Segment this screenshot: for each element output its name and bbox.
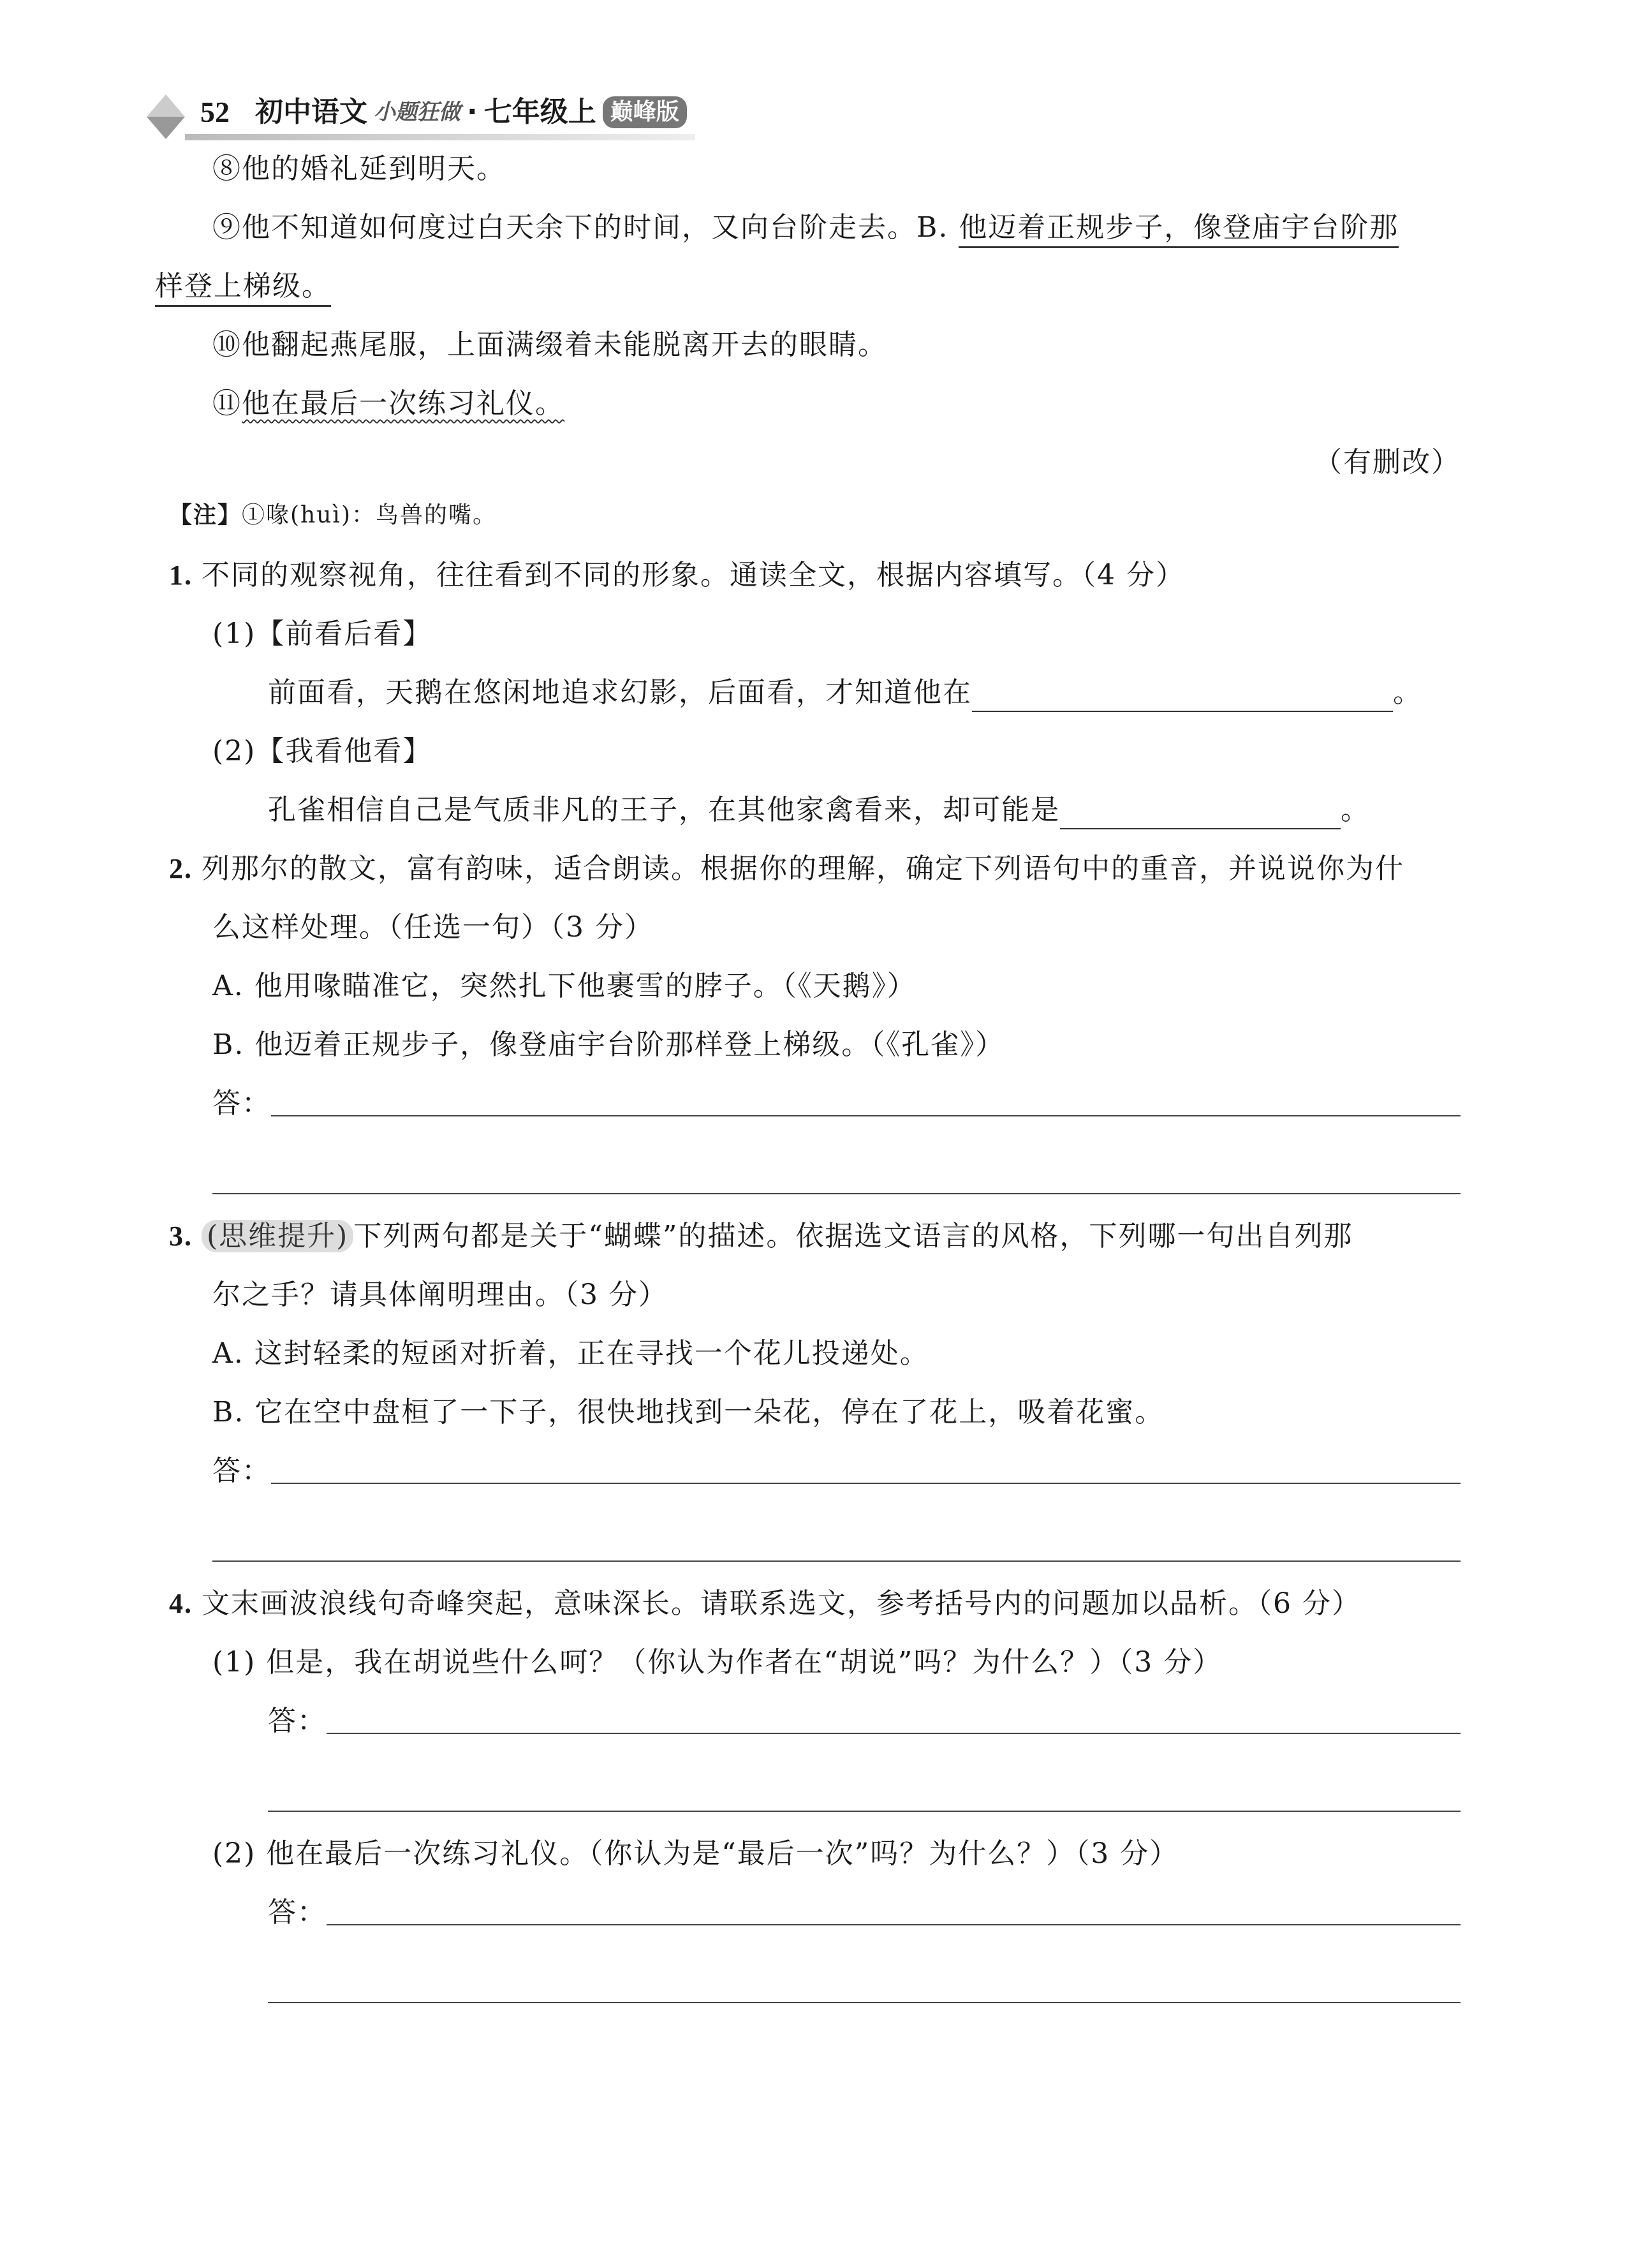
page-header <box>147 94 784 143</box>
q1-s1-label: (1)【前看后看】 <box>212 618 432 650</box>
q3-tag: (思维提升) <box>202 1220 353 1252</box>
q3-answer-line[interactable] <box>271 1483 1461 1484</box>
passage-p10: ⑩他翻起燕尾服，上面满缀着未能脱离开去的眼睛。 <box>212 329 887 361</box>
q1-s2-label: (2)【我看他看】 <box>212 735 432 767</box>
note-label: 【注】 <box>169 501 242 528</box>
header-bar <box>185 134 695 140</box>
header-triangle-icon <box>147 94 185 139</box>
brand-logo: 小题狂做 <box>374 100 460 125</box>
grade: 七年级上 <box>483 96 596 128</box>
q4-s1-answer-label: 答： <box>268 1705 327 1737</box>
period: 。 <box>1341 794 1370 826</box>
q2-answer <box>155 1085 1461 1123</box>
q2-number: 2. <box>169 853 193 884</box>
q1-s2-text: 孔雀相信自己是气质非凡的王子，在其他家禽看来，却可能是 <box>268 794 1060 826</box>
passage-p9-cont <box>155 267 1461 326</box>
p9-underlined-cont: 样登上梯级。 <box>155 270 331 307</box>
p11-num: ⑪ <box>212 387 242 420</box>
title-text: 初中语文 <box>255 96 367 128</box>
q2-option-a: A. 他用喙瞄准它，突然扎下他裹雪的脖子。（《天鹅》） <box>212 970 917 1002</box>
q3-answer-label: 答： <box>212 1455 271 1487</box>
separator: · <box>467 96 478 128</box>
q1-s1-text: 前面看，天鹅在悠闲地追求幻影，后面看，才知道他在 <box>268 676 972 709</box>
q3-option-b: B. 它在空中盘桓了一下子，很快地找到一朵花，停在了花上，吸着花蜜。 <box>212 1396 1165 1428</box>
q2-answer-line[interactable] <box>212 1123 1461 1194</box>
q3-answer-line[interactable] <box>212 1490 1461 1562</box>
q3 <box>155 1217 1461 1276</box>
q1-number: 1. <box>169 560 193 591</box>
p9-underlined: 他迈着正规步子，像登庙宇台阶那 <box>959 211 1399 248</box>
q4-s2-answer-label: 答： <box>268 1896 327 1929</box>
q4-s1: (1) 但是，我在胡说些什么呵？（你认为作者在“胡说”吗？为什么？）（3 分） <box>212 1646 1223 1679</box>
p9-text: ⑨他不知道如何度过白天余下的时间，又向台阶走去。B. <box>212 211 959 244</box>
q1 <box>155 556 1461 615</box>
q2-text: 列那尔的散文，富有韵味，适合朗读。根据你的理解，确定下列语句中的重音，并说说你为什 <box>202 852 1404 885</box>
q4-s1-answer-line[interactable] <box>327 1733 1461 1734</box>
passage-p11 <box>155 385 1461 443</box>
q3-option-a: A. 这封轻柔的短函对折着，正在寻找一个花儿投递处。 <box>212 1337 929 1370</box>
q2-option-b: B. 他迈着正规步子，像登庙宇台阶那样登上梯级。（《孔雀》） <box>212 1028 1005 1061</box>
q4-text: 文末画波浪线句奇峰突起，意味深长。请联系选文，参考括号内的问题加以品析。（6 分） <box>202 1587 1361 1620</box>
p11-wavy: 他在最后一次练习礼仪。 <box>242 387 564 420</box>
page-body <box>155 150 1461 2026</box>
q1-text: 不同的观察视角，往往看到不同的形象。通读全文，根据内容填写。（4 分） <box>202 559 1185 591</box>
footnote <box>155 496 1461 556</box>
source-note: （有删改） <box>1314 446 1461 478</box>
q4-s2: (2) 他在最后一次练习礼仪。（你认为是“最后一次”吗？为什么？）（3 分） <box>212 1837 1179 1870</box>
q4-s2-answer <box>155 1894 1461 1932</box>
q3-number: 3. <box>169 1220 193 1252</box>
q3-answer <box>155 1452 1461 1490</box>
q4-s2-answer-line[interactable] <box>268 1932 1461 2003</box>
q4-s2-answer-line[interactable] <box>327 1924 1461 1925</box>
passage-p8: ⑧他的婚礼延到明天。 <box>212 152 506 185</box>
period: 。 <box>1393 676 1422 709</box>
q4 <box>155 1585 1461 1643</box>
page-number: 52 <box>200 96 230 128</box>
q2-answer-label: 答： <box>212 1087 271 1120</box>
q4-s1-answer-line[interactable] <box>268 1740 1461 1812</box>
q1-s1 <box>155 674 1461 732</box>
q4-s1-answer <box>155 1702 1461 1740</box>
q1-s2-blank[interactable] <box>1060 800 1341 829</box>
q1-s1-blank[interactable] <box>972 683 1393 712</box>
note-text: ①喙(huì)：鸟兽的嘴。 <box>242 502 497 528</box>
q4-number: 4. <box>169 1588 193 1619</box>
book-title <box>255 94 687 130</box>
edition-badge: 巅峰版 <box>603 96 687 128</box>
q2 <box>155 850 1461 908</box>
q3-line2: 尔之手？请具体阐明理由。（3 分） <box>212 1279 668 1311</box>
q2-line2: 么这样处理。（任选一句）（3 分） <box>212 911 654 944</box>
passage-p9 <box>155 209 1461 267</box>
q2-answer-line[interactable] <box>271 1115 1461 1116</box>
q3-text: 下列两句都是关于“蝴蝶”的描述。依据选文语言的风格，下列哪一句出自列那 <box>353 1220 1353 1252</box>
q1-s2 <box>155 791 1461 850</box>
